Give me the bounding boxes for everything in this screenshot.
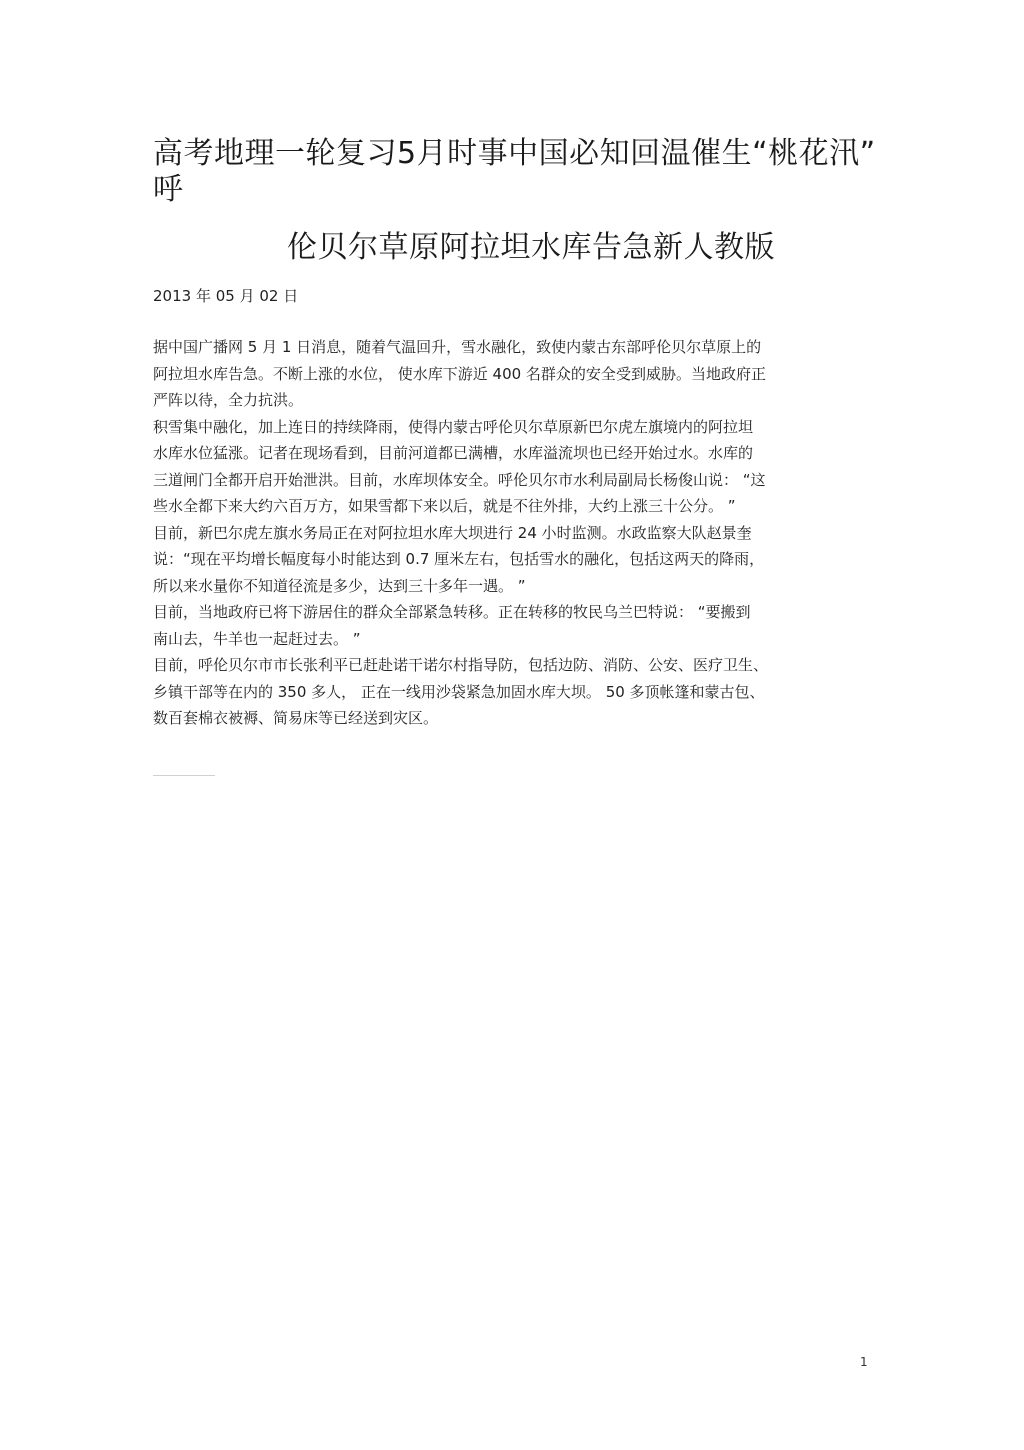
body-line: 所以来水量你不知道径流是多少，达到三十多年一遇。 ” bbox=[153, 576, 526, 595]
body-line: 目前，当地政府已将下游居住的群众全部紧急转移。正在转移的牧民乌兰巴特说： “要搬到 bbox=[153, 603, 751, 621]
body-line: 据中国广播网 5 月 1 日消息，随着气温回升，雪水融化，致使内蒙古东部呼伦贝尔草原上的 bbox=[153, 338, 762, 356]
publish-date: 2013 年 05 月 02 日 bbox=[153, 287, 299, 305]
footnote-rule bbox=[153, 775, 215, 776]
page-number: 1 bbox=[860, 1355, 868, 1369]
body-line: 水库水位猛涨。记者在现场看到，目前河道都已满槽，水库溢流坝也已经开始过水。水库的 bbox=[153, 444, 754, 462]
body-line: 数百套棉衣被褥、简易床等已经送到灾区。 bbox=[153, 709, 439, 727]
body-line: 说：“现在平均增长幅度每小时能达到 0.7 厘米左右，包括雪水的融化，包括这两天的降雨， bbox=[153, 550, 765, 568]
document-title-line-2: 伦贝尔草原阿拉坦水库告急新人教版 bbox=[287, 230, 775, 265]
article-body bbox=[153, 334, 873, 732]
body-line: 严阵以待，全力抗洪。 bbox=[153, 391, 304, 409]
body-line: 乡镇干部等在内的 350 多人， 正在一线用沙袋紧急加固水库大坝。 50 多顶帐篷和蒙古包、 bbox=[153, 682, 765, 701]
body-line: 南山去，牛羊也一起赶过去。 ” bbox=[153, 629, 361, 648]
body-line: 些水全都下来大约六百万方，如果雪都下来以后，就是不往外排，大约上涨三十公分。 ” bbox=[153, 497, 736, 515]
document-title-line-1-tail: 呼 bbox=[153, 172, 183, 207]
body-line: 阿拉坦水库告急。不断上涨的水位， 使水库下游近 400 名群众的安全受到威胁。当地政府正 bbox=[153, 364, 766, 383]
body-line: 积雪集中融化，加上连日的持续降雨，使得内蒙古呼伦贝尔草原新巴尔虎左旗境内的阿拉坦 bbox=[153, 417, 754, 436]
body-line: 目前，呼伦贝尔市市长张利平已赶赴诺干诺尔村指导防，包括边防、消防、公安、医疗卫生、 bbox=[153, 656, 769, 674]
body-line: 目前，新巴尔虎左旗水务局正在对阿拉坦水库大坝进行 24 小时监测。水政监察大队赵景奎 bbox=[153, 523, 752, 542]
document-title-line-1: 高考地理一轮复习5月时事中国必知回温催生“桃花汛” bbox=[153, 136, 876, 171]
body-line: 三道闸门全都开启开始泄洪。目前，水库坝体安全。呼伦贝尔市水利局副局长杨俊山说： “这 bbox=[153, 470, 766, 489]
